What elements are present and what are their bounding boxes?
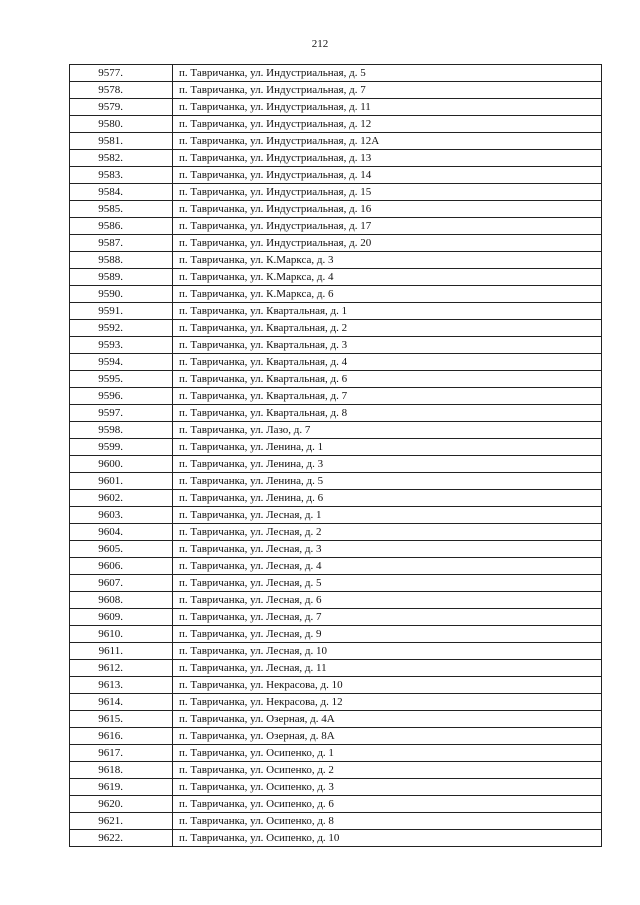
row-address: п. Тавричанка, ул. Квартальная, д. 7	[173, 388, 602, 405]
row-address: п. Тавричанка, ул. Индустриальная, д. 13	[173, 150, 602, 167]
table-row	[70, 575, 602, 592]
table-row	[70, 626, 602, 643]
row-address: п. Тавричанка, ул. Некрасова, д. 10	[173, 677, 602, 694]
table-row	[70, 592, 602, 609]
table-row	[70, 439, 602, 456]
table-row	[70, 201, 602, 218]
row-number: 9588.	[70, 252, 173, 269]
row-number: 9593.	[70, 337, 173, 354]
row-number: 9619.	[70, 779, 173, 796]
table-row	[70, 796, 602, 813]
table-row	[70, 82, 602, 99]
row-number: 9591.	[70, 303, 173, 320]
row-address: п. Тавричанка, ул. Лазо, д. 7	[173, 422, 602, 439]
row-number: 9586.	[70, 218, 173, 235]
row-number: 9609.	[70, 609, 173, 626]
row-number: 9594.	[70, 354, 173, 371]
row-number: 9616.	[70, 728, 173, 745]
row-address: п. Тавричанка, ул. Индустриальная, д. 14	[173, 167, 602, 184]
table-row	[70, 830, 602, 847]
row-number: 9614.	[70, 694, 173, 711]
table-row	[70, 133, 602, 150]
table-row	[70, 65, 602, 82]
table-row	[70, 660, 602, 677]
row-address: п. Тавричанка, ул. Ленина, д. 6	[173, 490, 602, 507]
row-number: 9581.	[70, 133, 173, 150]
table-row	[70, 711, 602, 728]
row-address: п. Тавричанка, ул. Квартальная, д. 6	[173, 371, 602, 388]
row-address: п. Тавричанка, ул. Лесная, д. 5	[173, 575, 602, 592]
address-rows	[70, 65, 602, 847]
row-address: п. Тавричанка, ул. Лесная, д. 3	[173, 541, 602, 558]
table-row	[70, 286, 602, 303]
table-row	[70, 524, 602, 541]
row-address: п. Тавричанка, ул. Лесная, д. 1	[173, 507, 602, 524]
row-address: п. Тавричанка, ул. Квартальная, д. 3	[173, 337, 602, 354]
row-number: 9587.	[70, 235, 173, 252]
table-row	[70, 609, 602, 626]
row-address: п. Тавричанка, ул. К.Маркса, д. 6	[173, 286, 602, 303]
table-row	[70, 694, 602, 711]
row-number: 9610.	[70, 626, 173, 643]
table-row	[70, 354, 602, 371]
row-address: п. Тавричанка, ул. Лесная, д. 10	[173, 643, 602, 660]
row-address: п. Тавричанка, ул. Лесная, д. 7	[173, 609, 602, 626]
row-number: 9613.	[70, 677, 173, 694]
table-row	[70, 728, 602, 745]
table-row	[70, 541, 602, 558]
row-number: 9612.	[70, 660, 173, 677]
table-row	[70, 405, 602, 422]
table-row	[70, 235, 602, 252]
row-address: п. Тавричанка, ул. Индустриальная, д. 12А	[173, 133, 602, 150]
row-number: 9608.	[70, 592, 173, 609]
table-row	[70, 473, 602, 490]
row-address: п. Тавричанка, ул. Осипенко, д. 3	[173, 779, 602, 796]
row-address: п. Тавричанка, ул. Лесная, д. 9	[173, 626, 602, 643]
row-address: п. Тавричанка, ул. Индустриальная, д. 12	[173, 116, 602, 133]
table-row	[70, 422, 602, 439]
row-number: 9585.	[70, 201, 173, 218]
row-address: п. Тавричанка, ул. Квартальная, д. 1	[173, 303, 602, 320]
row-address: п. Тавричанка, ул. Лесная, д. 11	[173, 660, 602, 677]
table-row	[70, 150, 602, 167]
table-row	[70, 167, 602, 184]
table-row	[70, 643, 602, 660]
row-address: п. Тавричанка, ул. Озерная, д. 4А	[173, 711, 602, 728]
row-number: 9583.	[70, 167, 173, 184]
row-address: п. Тавричанка, ул. Осипенко, д. 1	[173, 745, 602, 762]
row-number: 9601.	[70, 473, 173, 490]
address-table	[69, 64, 602, 847]
table-row	[70, 337, 602, 354]
row-number: 9606.	[70, 558, 173, 575]
table-row	[70, 558, 602, 575]
row-address: п. Тавричанка, ул. Лесная, д. 2	[173, 524, 602, 541]
row-address: п. Тавричанка, ул. Лесная, д. 4	[173, 558, 602, 575]
table-row	[70, 116, 602, 133]
row-number: 9604.	[70, 524, 173, 541]
table-row	[70, 320, 602, 337]
row-number: 9607.	[70, 575, 173, 592]
table-row	[70, 388, 602, 405]
row-number: 9602.	[70, 490, 173, 507]
row-number: 9600.	[70, 456, 173, 473]
table-row	[70, 677, 602, 694]
row-address: п. Тавричанка, ул. Индустриальная, д. 20	[173, 235, 602, 252]
row-number: 9615.	[70, 711, 173, 728]
row-number: 9597.	[70, 405, 173, 422]
table-row	[70, 218, 602, 235]
row-number: 9622.	[70, 830, 173, 847]
row-address: п. Тавричанка, ул. Квартальная, д. 4	[173, 354, 602, 371]
row-address: п. Тавричанка, ул. Индустриальная, д. 17	[173, 218, 602, 235]
row-number: 9621.	[70, 813, 173, 830]
row-number: 9579.	[70, 99, 173, 116]
table-row	[70, 371, 602, 388]
table-row	[70, 456, 602, 473]
row-address: п. Тавричанка, ул. Квартальная, д. 8	[173, 405, 602, 422]
row-number: 9603.	[70, 507, 173, 524]
row-number: 9618.	[70, 762, 173, 779]
row-number: 9599.	[70, 439, 173, 456]
row-number: 9578.	[70, 82, 173, 99]
row-number: 9596.	[70, 388, 173, 405]
table-row	[70, 252, 602, 269]
row-number: 9580.	[70, 116, 173, 133]
row-address: п. Тавричанка, ул. Осипенко, д. 10	[173, 830, 602, 847]
table-row	[70, 303, 602, 320]
table-row	[70, 490, 602, 507]
row-address: п. Тавричанка, ул. Некрасова, д. 12	[173, 694, 602, 711]
row-address: п. Тавричанка, ул. Ленина, д. 3	[173, 456, 602, 473]
row-address: п. Тавричанка, ул. Осипенко, д. 6	[173, 796, 602, 813]
row-number: 9605.	[70, 541, 173, 558]
row-address: п. Тавричанка, ул. Осипенко, д. 8	[173, 813, 602, 830]
row-address: п. Тавричанка, ул. Ленина, д. 1	[173, 439, 602, 456]
row-number: 9589.	[70, 269, 173, 286]
row-number: 9598.	[70, 422, 173, 439]
row-address: п. Тавричанка, ул. Индустриальная, д. 7	[173, 82, 602, 99]
row-address: п. Тавричанка, ул. Лесная, д. 6	[173, 592, 602, 609]
row-address: п. Тавричанка, ул. Индустриальная, д. 5	[173, 65, 602, 82]
table-row	[70, 269, 602, 286]
row-address: п. Тавричанка, ул. Индустриальная, д. 15	[173, 184, 602, 201]
table-row	[70, 99, 602, 116]
row-address: п. Тавричанка, ул. Индустриальная, д. 11	[173, 99, 602, 116]
row-number: 9592.	[70, 320, 173, 337]
row-number: 9577.	[70, 65, 173, 82]
row-number: 9590.	[70, 286, 173, 303]
row-address: п. Тавричанка, ул. Квартальная, д. 2	[173, 320, 602, 337]
table-row	[70, 184, 602, 201]
row-number: 9584.	[70, 184, 173, 201]
table-row	[70, 745, 602, 762]
table-row	[70, 813, 602, 830]
page-number: 212	[311, 38, 329, 50]
row-address: п. Тавричанка, ул. К.Маркса, д. 4	[173, 269, 602, 286]
row-number: 9620.	[70, 796, 173, 813]
row-number: 9617.	[70, 745, 173, 762]
row-number: 9595.	[70, 371, 173, 388]
row-address: п. Тавричанка, ул. К.Маркса, д. 3	[173, 252, 602, 269]
row-number: 9611.	[70, 643, 173, 660]
table-row	[70, 779, 602, 796]
row-address: п. Тавричанка, ул. Ленина, д. 5	[173, 473, 602, 490]
row-address: п. Тавричанка, ул. Индустриальная, д. 16	[173, 201, 602, 218]
row-address: п. Тавричанка, ул. Осипенко, д. 2	[173, 762, 602, 779]
row-number: 9582.	[70, 150, 173, 167]
row-address: п. Тавричанка, ул. Озерная, д. 8А	[173, 728, 602, 745]
table-row	[70, 507, 602, 524]
table-row	[70, 762, 602, 779]
